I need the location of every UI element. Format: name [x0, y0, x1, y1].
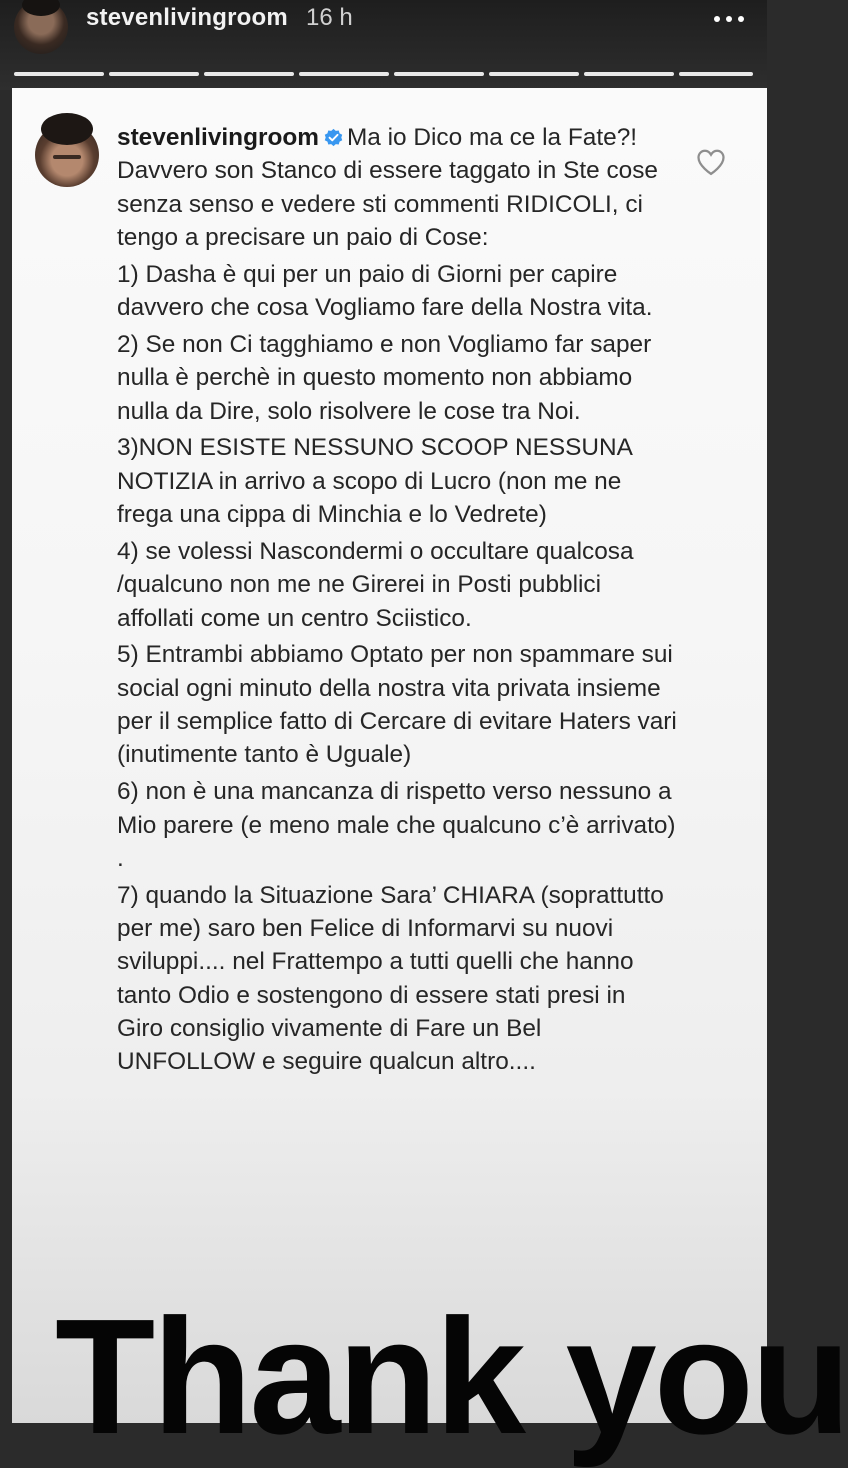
- thank-you-overlay-text: Thank you: [55, 1285, 848, 1468]
- story-progress-segment: [109, 72, 199, 76]
- comment-point-2: 2) Se non Ci tagghiamo e non Vogliamo far saper nulla è perchè in questo momento non abbiamo nulla da Dire, solo risolvere le cose tra Noi.: [117, 330, 652, 425]
- comment-intro-text: Ma io Dico ma ce la Fate?! Davvero son Stanco di essere taggato in Ste cose senza senso e vedere sti commenti RIDICOLI, ci tengo a precisare un paio di Cose:: [117, 124, 658, 251]
- story-progress-segment: [584, 72, 674, 76]
- story-username[interactable]: stevenlivingroom: [86, 4, 288, 31]
- verified-badge-icon: [323, 127, 344, 148]
- comment-point-6: 6) non è una mancanza di rispetto verso nessuno a Mio parere (e meno male che qualcuno c’è arrivato) .: [117, 778, 676, 872]
- story-timestamp: 16 h: [306, 4, 353, 31]
- story-avatar[interactable]: [14, 0, 68, 54]
- comment-point-7: 7) quando la Situazione Sara’ CHIARA (soprattutto per me) saro ben Felice di Informarvi su nuovi sviluppi.... nel Frattempo a tutti quelli che hanno tanto Odio e sostengono di essere stati presi in Giro consiglio vivamente di Fare un Bel UNFOLLOW e seguire qualcun altro....: [117, 881, 664, 1076]
- comment-body: [117, 121, 677, 1082]
- story-progress-segment: [394, 72, 484, 76]
- comment-username[interactable]: stevenlivingroom: [117, 124, 319, 151]
- story-header: [0, 0, 767, 90]
- story-progress-segment: [299, 72, 389, 76]
- heart-icon[interactable]: [696, 148, 726, 176]
- comment-intro: [117, 121, 677, 254]
- story-progress-segment: [679, 72, 753, 76]
- comment-point-1: 1) Dasha è qui per un paio di Giorni per capire davvero che cosa Vogliamo fare della Nostra vita.: [117, 260, 653, 322]
- story-progress-segment: [14, 72, 104, 76]
- more-options-icon[interactable]: [704, 4, 754, 34]
- story-progress-segment: [489, 72, 579, 76]
- comment-point-3: 3)NON ESISTE NESSUNO SCOOP NESSUNA NOTIZIA in arrivo a scopo di Lucro (non me ne frega una cippa di Minchia e lo Vedrete): [117, 434, 632, 529]
- comment-avatar[interactable]: [35, 123, 99, 187]
- comment-point-4: 4) se volessi Nascondermi o occultare qualcosa /qualcuno non me ne Girerei in Posti pubblici affollati come un centro Sciistico.: [117, 537, 634, 632]
- comment-point-5: 5) Entrambi abbiamo Optato per non spammare sui social ogni minuto della nostra vita privata insieme per il semplice fatto di Cercare di evitare Haters vari (inutimente tanto è Uguale): [117, 641, 677, 769]
- story-progress-segment: [204, 72, 294, 76]
